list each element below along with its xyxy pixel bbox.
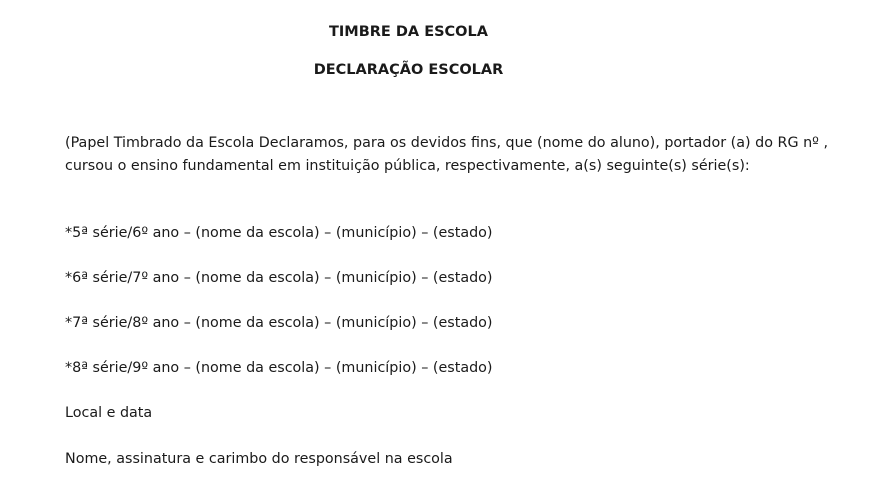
grade-line-5: *5ª série/6º ano – (nome da escola) – (município) – (estado) xyxy=(65,225,493,241)
document-title: DECLARAÇÃO ESCOLAR xyxy=(313,62,504,78)
signature-line: Nome, assinatura e carimbo do responsável na escola xyxy=(65,451,453,467)
intro-paragraph: (Papel Timbrado da Escola Declaramos, para os devidos fins, que (nome do aluno), portador (a) do RG nº , cursou o ensino fundamental em instituição pública, respectivamente, a(s) seguinte(s) série(s): xyxy=(65,135,828,174)
place-date-line: Local e data xyxy=(65,405,153,421)
letterhead-title: TIMBRE DA ESCOLA xyxy=(329,24,488,40)
grade-line-6: *6ª série/7º ano – (nome da escola) – (município) – (estado) xyxy=(65,270,493,286)
grade-line-8: *8ª série/9º ano – (nome da escola) – (município) – (estado) xyxy=(65,360,493,376)
grade-line-7: *7ª série/8º ano – (nome da escola) – (município) – (estado) xyxy=(65,315,493,331)
